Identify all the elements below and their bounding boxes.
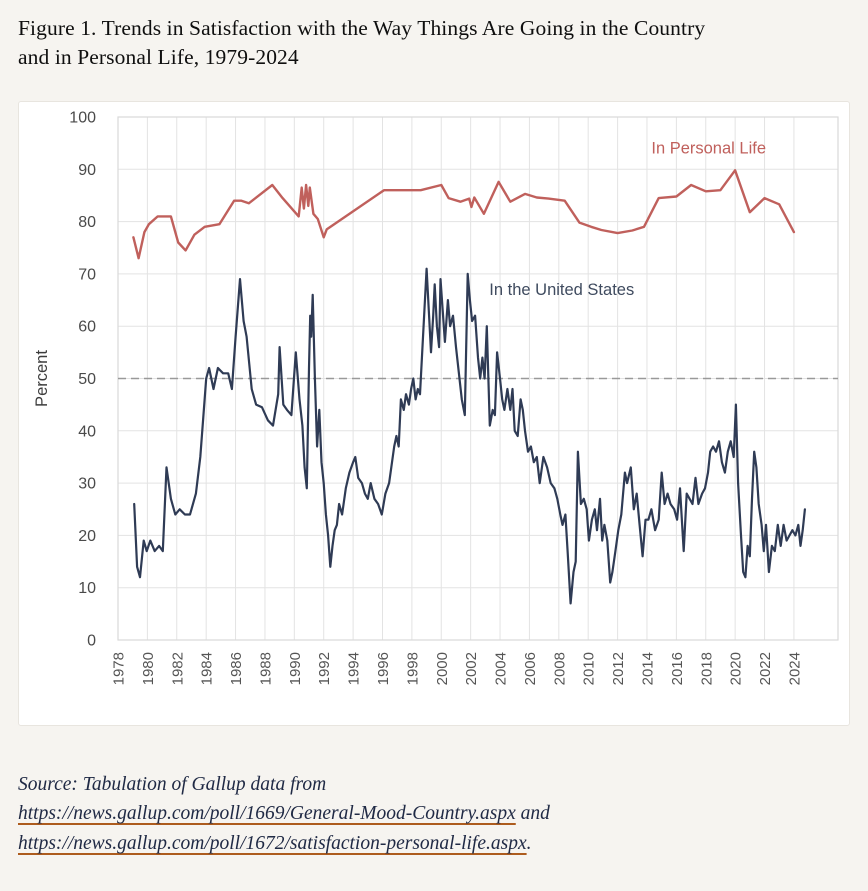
- svg-text:70: 70: [78, 266, 96, 284]
- svg-text:90: 90: [78, 161, 96, 179]
- svg-text:1992: 1992: [316, 652, 334, 686]
- svg-text:80: 80: [78, 214, 96, 232]
- svg-text:1986: 1986: [228, 652, 246, 686]
- figure-title-line-2: and in Personal Life, 1979-2024: [18, 44, 299, 69]
- svg-text:20: 20: [78, 528, 96, 546]
- personal-life-line: [133, 170, 794, 258]
- svg-text:1980: 1980: [139, 652, 157, 686]
- svg-text:2002: 2002: [463, 652, 481, 686]
- svg-text:2014: 2014: [639, 652, 657, 686]
- svg-text:2022: 2022: [757, 652, 775, 686]
- source-period: .: [526, 832, 532, 854]
- svg-text:2010: 2010: [580, 652, 598, 686]
- svg-text:10: 10: [78, 580, 96, 598]
- svg-text:2012: 2012: [610, 652, 628, 686]
- united-states-line: [134, 269, 805, 604]
- svg-text:1984: 1984: [198, 652, 216, 686]
- source-note: [18, 770, 848, 858]
- y-axis-label: Percent: [33, 350, 51, 408]
- source-note-line-1: Source: Tabulation of Gallup data from: [18, 774, 327, 796]
- svg-text:50: 50: [78, 371, 96, 389]
- satisfaction-line-chart: [19, 102, 849, 725]
- source-and-text: and: [515, 803, 550, 825]
- figure-title-line-1: Figure 1. Trends in Satisfaction with the Way Things Are Going in the Country: [18, 16, 706, 40]
- united-states-line-label: In the United States: [489, 281, 635, 300]
- svg-text:2018: 2018: [698, 652, 716, 686]
- chart-panel: [18, 101, 850, 726]
- svg-text:30: 30: [78, 475, 96, 493]
- svg-text:2024: 2024: [786, 652, 804, 686]
- source-note-line-3: [18, 829, 848, 858]
- svg-text:40: 40: [78, 423, 96, 441]
- svg-text:1996: 1996: [374, 652, 392, 686]
- gallup-country-link[interactable]: https://news.gallup.com/poll/1669/General-Mood-Country.aspx: [18, 803, 516, 825]
- svg-text:2008: 2008: [551, 652, 569, 686]
- svg-text:0: 0: [87, 632, 96, 650]
- personal-life-line-label: In Personal Life: [651, 139, 767, 158]
- source-note-line-2: [18, 799, 848, 828]
- svg-text:2020: 2020: [727, 652, 745, 686]
- svg-text:60: 60: [78, 318, 96, 336]
- svg-text:1988: 1988: [257, 652, 275, 686]
- figure-title: [18, 14, 848, 71]
- svg-text:1990: 1990: [286, 652, 304, 686]
- svg-text:1998: 1998: [404, 652, 422, 686]
- svg-text:100: 100: [69, 109, 96, 127]
- svg-text:1994: 1994: [345, 652, 363, 686]
- svg-text:1982: 1982: [169, 652, 187, 686]
- svg-text:2004: 2004: [492, 652, 510, 686]
- svg-text:1978: 1978: [110, 652, 128, 686]
- svg-text:2006: 2006: [521, 652, 539, 686]
- svg-text:2000: 2000: [433, 652, 451, 686]
- svg-text:2016: 2016: [668, 652, 686, 686]
- gallup-personal-life-link[interactable]: https://news.gallup.com/poll/1672/satisfaction-personal-life.aspx: [18, 832, 527, 854]
